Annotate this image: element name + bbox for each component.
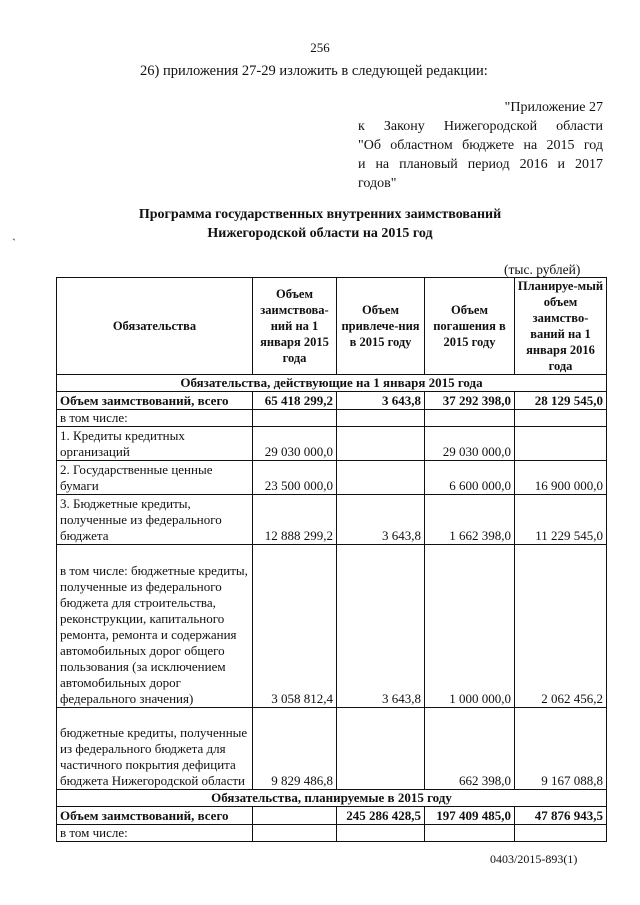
cell-value: 1 662 398,0 [425,495,515,545]
table-row [57,545,607,708]
table-header-row [57,278,607,375]
empty-cell [253,825,337,842]
row-label: бюджетные кредиты, полученные из федерального бюджета для частичного покрытия дефицита бюджета Нижегородской области [57,708,253,790]
header-repayment-2015: Объем погашения в 2015 году [425,278,515,375]
empty-cell [425,410,515,427]
empty-cell [515,825,607,842]
including-label: в том числе: [57,410,253,427]
header-obligations: Обязательства [57,278,253,375]
empty-cell [337,825,425,842]
appendix-line-5: годов" [358,176,397,191]
cell-value: 6 600 000,0 [425,461,515,495]
table-row [57,461,607,495]
appendix-line-3: "Об областном бюджете на 2015 год [358,138,603,153]
total-repayment: 37 292 398,0 [425,392,515,410]
cell-value: 3 643,8 [337,495,425,545]
appendix-line-4: и на плановый период 2016 и 2017 [358,157,603,172]
empty-cell [515,410,607,427]
section-existing-obligations: Обязательства, действующие на 1 января 2015 года [57,375,607,392]
header-planned-jan-2016: Планируе-мый объем заимство-ваний на 1 января 2016 года [515,278,607,375]
intro-line: 26) приложения 27-29 изложить в следующей редакции: [140,63,488,79]
cell-value [337,461,425,495]
cell-value: 29 030 000,0 [425,427,515,461]
section-planned-obligations: Обязательства, планируемые в 2015 году [57,790,607,807]
cell-value: 23 500 000,0 [253,461,337,495]
row-label: 1. Кредиты кредитных организаций [57,427,253,461]
header-attraction-2015: Объем привлече-ния в 2015 году [337,278,425,375]
including-label: в том числе: [57,825,253,842]
total-label: Объем заимствований, всего [57,392,253,410]
table-row [57,708,607,790]
cell-value: 3 058 812,4 [253,545,337,708]
cell-value: 1 000 000,0 [425,545,515,708]
cell-value: 3 643,8 [337,545,425,708]
cell-value: 29 030 000,0 [253,427,337,461]
total-planned-2016: 28 129 545,0 [515,392,607,410]
total-planned-2016: 47 876 943,5 [515,807,607,825]
document-title [0,205,640,243]
total-volume-jan-2015: 65 418 299,2 [253,392,337,410]
title-line-2: Нижегородской области на 2015 год [207,226,433,241]
appendix-header [358,98,603,193]
empty-cell [253,410,337,427]
page-number: 256 [310,40,330,55]
total-repayment: 197 409 485,0 [425,807,515,825]
table-row [57,427,607,461]
cell-value: 662 398,0 [425,708,515,790]
cell-value: 9 829 486,8 [253,708,337,790]
cell-value: 2 062 456,2 [515,545,607,708]
appendix-line-2: к Закону Нижегородской области [358,119,603,134]
cell-value [515,427,607,461]
cell-value: 11 229 545,0 [515,495,607,545]
header-volume-jan-2015: Объем заимствова-ний на 1 января 2015 года [253,278,337,375]
total-volume-jan-2015 [253,807,337,825]
section-row [57,790,607,807]
row-label: 2. Государственные ценные бумаги [57,461,253,495]
document-code: 0403/2015-893(1) [490,852,578,866]
borrowing-program-table [56,277,607,842]
empty-cell [425,825,515,842]
margin-mark: ` [12,236,16,250]
cell-value [337,708,425,790]
total-row [57,392,607,410]
cell-value [337,427,425,461]
appendix-line-1: "Приложение 27 [504,100,603,115]
units-label: (тыс. рублей) [504,262,581,277]
table-row [57,495,607,545]
table-row [57,410,607,427]
section-row [57,375,607,392]
cell-value: 16 900 000,0 [515,461,607,495]
cell-value: 9 167 088,8 [515,708,607,790]
row-label: в том числе: бюджетные кредиты, полученные из федерального бюджета для строительства, реконструкции, капитального ремонта, ремонта и содержания автомобильных дорог общего пользования (за исключением автомобильных дорог федерального значения) [57,545,253,708]
row-label: 3. Бюджетные кредиты, полученные из федерального бюджета [57,495,253,545]
total-attraction: 245 286 428,5 [337,807,425,825]
table-row [57,825,607,842]
total-row [57,807,607,825]
cell-value: 12 888 299,2 [253,495,337,545]
total-label: Объем заимствований, всего [57,807,253,825]
empty-cell [337,410,425,427]
total-attraction: 3 643,8 [337,392,425,410]
title-line-1: Программа государственных внутренних заимствований [138,207,502,222]
